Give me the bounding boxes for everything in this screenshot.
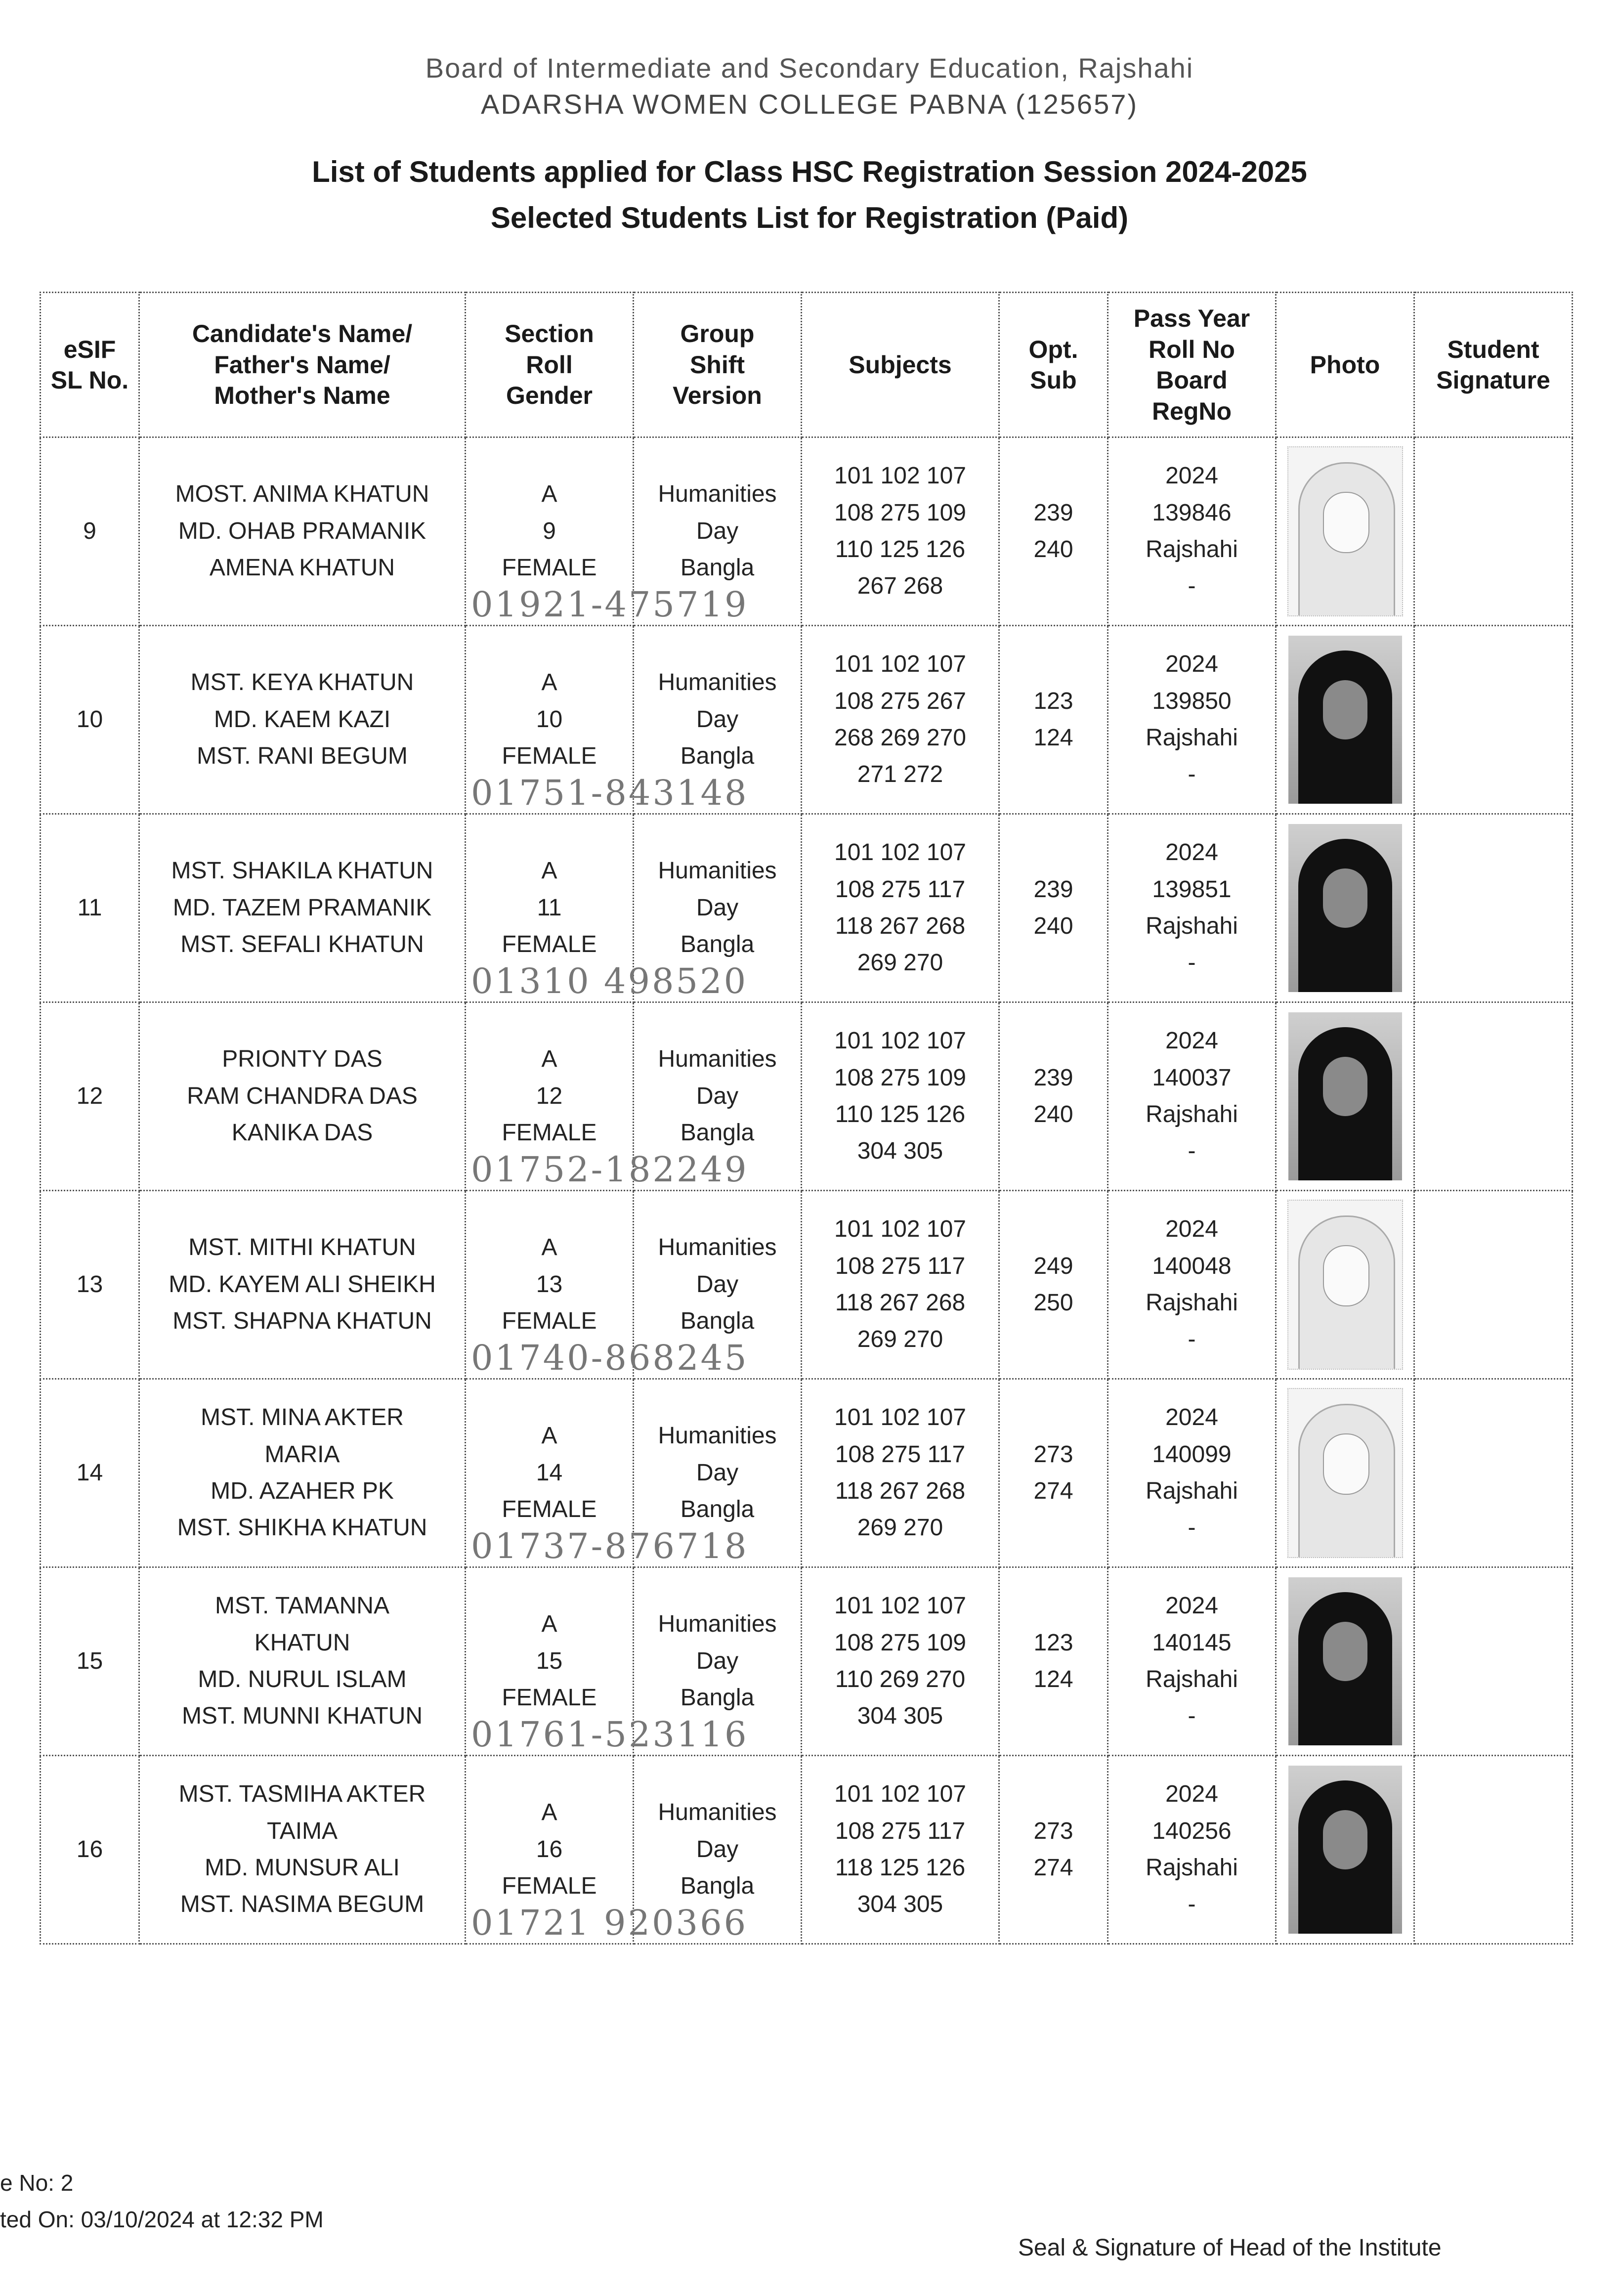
sl-number: 10 xyxy=(41,626,139,814)
pass-year-roll-line: Rajshahi xyxy=(1146,913,1238,939)
candidate-names xyxy=(139,1379,466,1567)
section-roll-gender-line: 12 xyxy=(536,1083,563,1109)
sl-number: 15 xyxy=(41,1567,139,1756)
student-signature-cell xyxy=(1414,1002,1573,1191)
candidate-names-line: MST. TAMANNA xyxy=(215,1593,389,1619)
student-signature-cell xyxy=(1414,814,1573,1002)
candidate-names-line: MST. RANI BEGUM xyxy=(197,743,408,770)
optional-subjects-line: 239 xyxy=(1033,876,1073,903)
column-header-photo xyxy=(1276,293,1414,437)
table-row xyxy=(41,1567,1573,1756)
group-shift-version-line: Day xyxy=(696,706,739,733)
student-photo xyxy=(1288,824,1402,992)
optional-subjects-line: 240 xyxy=(1033,536,1073,563)
subjects-line: 269 270 xyxy=(857,1326,943,1353)
optional-subjects-line: 124 xyxy=(1033,725,1073,751)
pass-year-roll-line: - xyxy=(1188,950,1196,976)
candidate-names-line: MD. NURUL ISLAM xyxy=(198,1666,407,1692)
student-photo xyxy=(1287,446,1403,616)
student-photo xyxy=(1288,1577,1402,1745)
photo-face xyxy=(1323,868,1367,928)
sl-number: 11 xyxy=(41,814,139,1002)
header-line: Candidate's Name/ xyxy=(192,320,413,348)
photo-cell xyxy=(1276,814,1414,1002)
pass-year-roll-line: 2024 xyxy=(1165,839,1218,866)
subjects-line: 108 275 109 xyxy=(834,1629,966,1656)
group-shift-version-line: Day xyxy=(696,1459,739,1486)
subjects xyxy=(802,1191,999,1379)
header-line: Version xyxy=(673,382,762,410)
subjects-line: 108 275 117 xyxy=(835,1441,966,1468)
optional-subjects-line: 123 xyxy=(1033,1629,1073,1656)
pass-year-roll-line: Rajshahi xyxy=(1146,536,1238,563)
optional-subjects xyxy=(999,626,1108,814)
subjects-line: 110 125 126 xyxy=(835,1101,966,1127)
subjects-line: 118 267 268 xyxy=(835,1478,966,1504)
header-line: Opt. xyxy=(1028,335,1078,363)
candidate-names-line: PRIONTY DAS xyxy=(222,1046,383,1073)
header-line: Section xyxy=(505,320,594,348)
section-roll-gender-line: FEMALE xyxy=(502,1685,597,1711)
group-shift-version-line: Bangla xyxy=(680,931,755,958)
section-roll-gender-line: 15 xyxy=(536,1647,563,1674)
header-line: Roll No xyxy=(1149,335,1235,363)
pass-year-roll xyxy=(1108,626,1276,814)
header-line: Photo xyxy=(1310,350,1380,379)
group-shift-version-line: Humanities xyxy=(658,1799,777,1826)
subjects-line: 108 275 109 xyxy=(834,1064,966,1091)
group-shift-version-line: Bangla xyxy=(680,1685,755,1711)
section-roll-gender-line: A xyxy=(541,1046,557,1073)
subjects-line: 101 102 107 xyxy=(834,1028,966,1054)
pass-year-roll-line: - xyxy=(1188,1891,1196,1918)
pass-year-roll-line: 2024 xyxy=(1165,651,1218,678)
header-line: Shift xyxy=(689,350,745,379)
candidate-names-line: MST. SHAPNA KHATUN xyxy=(172,1308,432,1335)
subjects-line: 101 102 107 xyxy=(834,1216,966,1243)
photo-face xyxy=(1323,1622,1367,1681)
section-roll-gender-line: FEMALE xyxy=(502,743,597,770)
pass-year-roll xyxy=(1108,814,1276,1002)
sl-number: 16 xyxy=(41,1756,139,1944)
optional-subjects xyxy=(999,1567,1108,1756)
candidate-names-line: MD. KAEM KAZI xyxy=(213,706,391,733)
pass-year-roll-line: 140099 xyxy=(1152,1441,1232,1468)
pass-year-roll-line: Rajshahi xyxy=(1146,1290,1238,1316)
group-shift-version-line: Humanities xyxy=(658,1611,777,1638)
pass-year-roll xyxy=(1108,1191,1276,1379)
photo-wrap xyxy=(1277,1756,1413,1943)
sl-number: 13 xyxy=(41,1191,139,1379)
section-roll-gender-line: 10 xyxy=(536,706,563,733)
subjects-line: 304 305 xyxy=(857,1703,943,1730)
photo-face xyxy=(1323,1433,1369,1495)
photo-wrap xyxy=(1277,1380,1413,1566)
pass-year-roll-line: 2024 xyxy=(1165,463,1218,489)
candidate-names-line: AMENA KHATUN xyxy=(209,555,395,581)
candidate-names-line: MD. OHAB PRAMANIK xyxy=(178,518,426,544)
subjects-line: 110 269 270 xyxy=(835,1666,966,1692)
list-title: List of Students applied for Class HSC Registration Session 2024-2025 xyxy=(312,155,1307,188)
pass-year-roll-line: 2024 xyxy=(1165,1593,1218,1619)
pass-year-roll xyxy=(1108,1379,1276,1567)
group-shift-version-line: Humanities xyxy=(658,1423,777,1449)
optional-subjects-line: 273 xyxy=(1033,1818,1073,1844)
subjects-line: 268 269 270 xyxy=(834,725,966,751)
subjects-line: 101 102 107 xyxy=(834,651,966,678)
optional-subjects-line: 273 xyxy=(1033,1441,1073,1468)
seal-signature-label: Seal & Signature of Head of the Institute xyxy=(1018,2235,1442,2261)
section-roll-gender-line: 13 xyxy=(536,1271,563,1298)
optional-subjects-line: 124 xyxy=(1033,1666,1073,1692)
group-shift-version-line: Bangla xyxy=(680,1120,755,1146)
pass-year-roll-line: 2024 xyxy=(1165,1781,1218,1808)
column-header-signature xyxy=(1414,293,1573,437)
optional-subjects-line: 239 xyxy=(1033,499,1073,526)
section-roll-gender-line: FEMALE xyxy=(502,555,597,581)
pass-year-roll-line: 2024 xyxy=(1165,1216,1218,1243)
subjects-line: 108 275 109 xyxy=(834,499,966,526)
pass-year-roll-line: 139851 xyxy=(1152,876,1232,903)
pass-year-roll-line: 2024 xyxy=(1165,1028,1218,1054)
section-roll-gender-line: A xyxy=(541,1799,557,1826)
group-shift-version-line: Bangla xyxy=(680,1496,755,1523)
optional-subjects xyxy=(999,1379,1108,1567)
candidate-names-line: MST. TASMIHA AKTER xyxy=(178,1781,426,1808)
pass-year-roll-line: 140256 xyxy=(1152,1818,1232,1844)
photo-face xyxy=(1323,680,1367,739)
pass-year-roll-line: - xyxy=(1188,1515,1196,1541)
table-row xyxy=(41,1191,1573,1379)
group-shift-version-line: Humanities xyxy=(658,1046,777,1073)
optional-subjects-line: 249 xyxy=(1033,1253,1073,1279)
candidate-names-line: MST. MITHI KHATUN xyxy=(188,1234,416,1261)
group-shift-version-line: Day xyxy=(696,894,739,921)
subjects-line: 108 275 117 xyxy=(835,1818,966,1844)
pass-year-roll-line: 140037 xyxy=(1152,1064,1232,1091)
header-line: Gender xyxy=(506,382,593,410)
header-line: Subjects xyxy=(849,350,952,379)
pass-year-roll xyxy=(1108,1002,1276,1191)
optional-subjects-line: 274 xyxy=(1033,1855,1073,1881)
section-roll-gender-line: A xyxy=(541,1234,557,1261)
subjects xyxy=(802,814,999,1002)
pass-year-roll-line: 140048 xyxy=(1152,1253,1232,1279)
candidate-names-line: MST. KEYA KHATUN xyxy=(190,669,414,696)
header-line: Mother's Name xyxy=(214,382,390,410)
subjects xyxy=(802,437,999,626)
photo-face xyxy=(1323,1057,1367,1116)
group-shift-version-line: Day xyxy=(696,1083,739,1109)
column-header-subjects xyxy=(802,293,999,437)
optional-subjects-line: 250 xyxy=(1033,1290,1073,1316)
photo-cell xyxy=(1276,1002,1414,1191)
student-signature-cell xyxy=(1414,1379,1573,1567)
pass-year-roll xyxy=(1108,1756,1276,1944)
section-roll-gender-line: 14 xyxy=(536,1459,563,1486)
header-line: eSIF xyxy=(63,335,116,363)
pass-year-roll-line: Rajshahi xyxy=(1146,1666,1238,1692)
section-roll-gender-line: FEMALE xyxy=(502,931,597,958)
header-line: SL No. xyxy=(50,366,129,394)
subjects-line: 108 275 267 xyxy=(834,688,966,714)
pass-year-roll-line: - xyxy=(1188,1326,1196,1353)
pass-year-roll-line: Rajshahi xyxy=(1146,1855,1238,1881)
candidate-names-line: MST. SEFALI KHATUN xyxy=(180,931,424,958)
subjects xyxy=(802,1756,999,1944)
pass-year-roll-line: - xyxy=(1188,761,1196,788)
handwritten-phone: 01740-868245 xyxy=(471,1338,749,1378)
handwritten-phone: 01721 920366 xyxy=(471,1903,748,1943)
candidate-names-line: MST. NASIMA BEGUM xyxy=(180,1891,425,1918)
photo-wrap xyxy=(1277,438,1413,625)
section-roll-gender-line: 16 xyxy=(536,1836,563,1863)
handwritten-phone: 01737-876718 xyxy=(471,1526,749,1566)
student-signature-cell xyxy=(1414,1567,1573,1756)
subjects-line: 118 267 268 xyxy=(835,1290,966,1316)
handwritten-phone: 01761-523116 xyxy=(471,1714,749,1755)
section-roll-gender-line: A xyxy=(541,669,557,696)
photo-cell xyxy=(1276,1379,1414,1567)
group-shift-version-line: Day xyxy=(696,1647,739,1674)
students-table-body xyxy=(41,437,1573,1944)
group-shift-version-line: Humanities xyxy=(658,858,777,884)
optional-subjects-line: 240 xyxy=(1033,1101,1073,1127)
photo-cell xyxy=(1276,437,1414,626)
table-row xyxy=(41,1002,1573,1191)
column-header-names xyxy=(139,293,466,437)
candidate-names-line: MD. AZAHER PK xyxy=(211,1478,394,1504)
students-table xyxy=(40,292,1573,1945)
photo-wrap xyxy=(1277,815,1413,1001)
table-row xyxy=(41,814,1573,1002)
header-line: Group xyxy=(680,320,755,348)
board-name: Board of Intermediate and Secondary Education, Rajshahi xyxy=(425,52,1194,84)
column-header-pass-year xyxy=(1108,293,1276,437)
candidate-names-line: MST. MUNNI KHATUN xyxy=(181,1703,423,1730)
photo-face xyxy=(1323,492,1369,553)
optional-subjects-line: 123 xyxy=(1033,688,1073,714)
student-signature-cell xyxy=(1414,437,1573,626)
header-line: Pass Year xyxy=(1133,304,1250,332)
header-line: Board xyxy=(1156,366,1228,394)
optional-subjects-line: 274 xyxy=(1033,1478,1073,1504)
candidate-names xyxy=(139,626,466,814)
subjects-line: 101 102 107 xyxy=(834,1593,966,1619)
subjects xyxy=(802,626,999,814)
subjects-line: 118 125 126 xyxy=(835,1855,966,1881)
header-line: Sub xyxy=(1030,366,1077,394)
group-shift-version-line: Bangla xyxy=(680,1308,755,1335)
subjects xyxy=(802,1002,999,1191)
document-header xyxy=(0,52,1619,235)
section-roll-gender-line: A xyxy=(541,1611,557,1638)
subjects-line: 101 102 107 xyxy=(834,463,966,489)
pass-year-roll-line: 139846 xyxy=(1152,499,1232,526)
subjects-line: 269 270 xyxy=(857,950,943,976)
subjects-line: 108 275 117 xyxy=(835,1253,966,1279)
candidate-names-line: KANIKA DAS xyxy=(231,1120,373,1146)
subjects xyxy=(802,1567,999,1756)
table-row xyxy=(41,1379,1573,1567)
photo-face xyxy=(1323,1810,1367,1869)
page-number: e No: 2 xyxy=(0,2170,74,2196)
student-signature-cell xyxy=(1414,1191,1573,1379)
group-shift-version-line: Bangla xyxy=(680,743,755,770)
photo-cell xyxy=(1276,1191,1414,1379)
section-roll-gender-line: A xyxy=(541,1423,557,1449)
optional-subjects xyxy=(999,1002,1108,1191)
group-shift-version-line: Bangla xyxy=(680,555,755,581)
candidate-names-line: MD. KAYEM ALI SHEIKH xyxy=(169,1271,436,1298)
column-header-opt-sub xyxy=(999,293,1108,437)
photo-cell xyxy=(1276,1567,1414,1756)
printed-on: ted On: 03/10/2024 at 12:32 PM xyxy=(0,2206,324,2232)
section-roll-gender-line: FEMALE xyxy=(502,1873,597,1900)
header-line: Signature xyxy=(1436,366,1550,394)
student-photo xyxy=(1287,1200,1403,1370)
column-header-section xyxy=(466,293,634,437)
sl-number: 9 xyxy=(41,437,139,626)
header-line: Student xyxy=(1447,335,1539,363)
student-photo xyxy=(1288,636,1402,804)
candidate-names-line: MST. SHIKHA KHATUN xyxy=(177,1515,427,1541)
subjects xyxy=(802,1379,999,1567)
subjects-line: 267 268 xyxy=(857,573,943,600)
student-signature-cell xyxy=(1414,626,1573,814)
optional-subjects xyxy=(999,1756,1108,1944)
section-roll-gender-line: FEMALE xyxy=(502,1120,597,1146)
candidate-names-line: RAM CHANDRA DAS xyxy=(187,1083,418,1109)
header-line: RegNo xyxy=(1151,397,1232,425)
subjects-line: 269 270 xyxy=(857,1515,943,1541)
subjects-line: 110 125 126 xyxy=(835,536,966,563)
group-shift-version-line: Humanities xyxy=(658,1234,777,1261)
header-line: Father's Name/ xyxy=(214,350,390,379)
handwritten-phone: 01751-843148 xyxy=(471,773,749,813)
group-shift-version-line: Day xyxy=(696,1271,739,1298)
column-header-sl xyxy=(41,293,139,437)
photo-wrap xyxy=(1277,1568,1413,1755)
section-roll-gender-line: 11 xyxy=(537,894,562,921)
student-photo xyxy=(1287,1388,1403,1558)
section-roll-gender-line: 9 xyxy=(543,518,556,544)
group-shift-version-line: Humanities xyxy=(658,669,777,696)
subjects-line: 304 305 xyxy=(857,1138,943,1165)
subjects-line: 101 102 107 xyxy=(834,1404,966,1431)
student-signature-cell xyxy=(1414,1756,1573,1944)
photo-cell xyxy=(1276,1756,1414,1944)
candidate-names-line: MD. TAZEM PRAMANIK xyxy=(172,894,432,921)
candidate-names xyxy=(139,1002,466,1191)
candidate-names xyxy=(139,437,466,626)
table-row xyxy=(41,437,1573,626)
section-roll-gender-line: FEMALE xyxy=(502,1496,597,1523)
table-row xyxy=(41,626,1573,814)
group-shift-version-line: Humanities xyxy=(658,481,777,508)
candidate-names-line: TAIMA xyxy=(266,1818,338,1844)
section-roll-gender-line: FEMALE xyxy=(502,1308,597,1335)
candidate-names-line: MST. MINA AKTER xyxy=(201,1404,404,1431)
header-line: Roll xyxy=(526,350,573,379)
handwritten-phone: 01310 498520 xyxy=(471,961,748,1001)
group-shift-version-line: Day xyxy=(696,518,739,544)
optional-subjects-line: 239 xyxy=(1033,1064,1073,1091)
pass-year-roll-line: 2024 xyxy=(1165,1404,1218,1431)
candidate-names-line: MARIA xyxy=(264,1441,340,1468)
student-photo xyxy=(1288,1766,1402,1934)
pass-year-roll xyxy=(1108,1567,1276,1756)
pass-year-roll-line: Rajshahi xyxy=(1146,725,1238,751)
subjects-line: 304 305 xyxy=(857,1891,943,1918)
candidate-names-line: KHATUN xyxy=(254,1629,350,1656)
photo-wrap xyxy=(1277,1191,1413,1378)
subjects-line: 108 275 117 xyxy=(835,876,966,903)
handwritten-phone: 01921-475719 xyxy=(471,584,749,625)
pass-year-roll xyxy=(1108,437,1276,626)
section-roll-gender-line: A xyxy=(541,481,557,508)
candidate-names xyxy=(139,1756,466,1944)
section-roll-gender-line: A xyxy=(541,858,557,884)
candidate-names xyxy=(139,1191,466,1379)
photo-wrap xyxy=(1277,1003,1413,1190)
candidate-names-line: MD. MUNSUR ALI xyxy=(205,1855,400,1881)
print-info xyxy=(0,2165,324,2238)
group-shift-version-line: Day xyxy=(696,1836,739,1863)
table-header-row xyxy=(41,293,1573,437)
photo-wrap xyxy=(1277,626,1413,813)
pass-year-roll-line: - xyxy=(1188,573,1196,600)
pass-year-roll-line: Rajshahi xyxy=(1146,1478,1238,1504)
subjects-line: 101 102 107 xyxy=(834,839,966,866)
pass-year-roll-line: - xyxy=(1188,1138,1196,1165)
pass-year-roll-line: 140145 xyxy=(1152,1629,1232,1656)
subjects-line: 101 102 107 xyxy=(834,1781,966,1808)
candidate-names-line: MST. SHAKILA KHATUN xyxy=(171,858,433,884)
subjects-line: 118 267 268 xyxy=(835,913,966,939)
candidate-names xyxy=(139,814,466,1002)
optional-subjects xyxy=(999,814,1108,1002)
handwritten-phone: 01752-182249 xyxy=(471,1149,749,1190)
college-name: ADARSHA WOMEN COLLEGE PABNA (125657) xyxy=(480,88,1139,120)
optional-subjects xyxy=(999,1191,1108,1379)
list-subtitle: Selected Students List for Registration (Paid) xyxy=(490,201,1129,234)
optional-subjects-line: 240 xyxy=(1033,913,1073,939)
optional-subjects xyxy=(999,437,1108,626)
student-photo xyxy=(1288,1012,1402,1180)
pass-year-roll-line: Rajshahi xyxy=(1146,1101,1238,1127)
pass-year-roll-line: - xyxy=(1188,1703,1196,1730)
sl-number: 14 xyxy=(41,1379,139,1567)
group-shift-version-line: Bangla xyxy=(680,1873,755,1900)
subjects-line: 271 272 xyxy=(857,761,943,788)
column-header-group xyxy=(634,293,802,437)
table-row xyxy=(41,1756,1573,1944)
sl-number: 12 xyxy=(41,1002,139,1191)
pass-year-roll-line: 139850 xyxy=(1152,688,1232,714)
photo-cell xyxy=(1276,626,1414,814)
photo-face xyxy=(1323,1245,1369,1306)
candidate-names xyxy=(139,1567,466,1756)
candidate-names-line: MOST. ANIMA KHATUN xyxy=(175,481,429,508)
